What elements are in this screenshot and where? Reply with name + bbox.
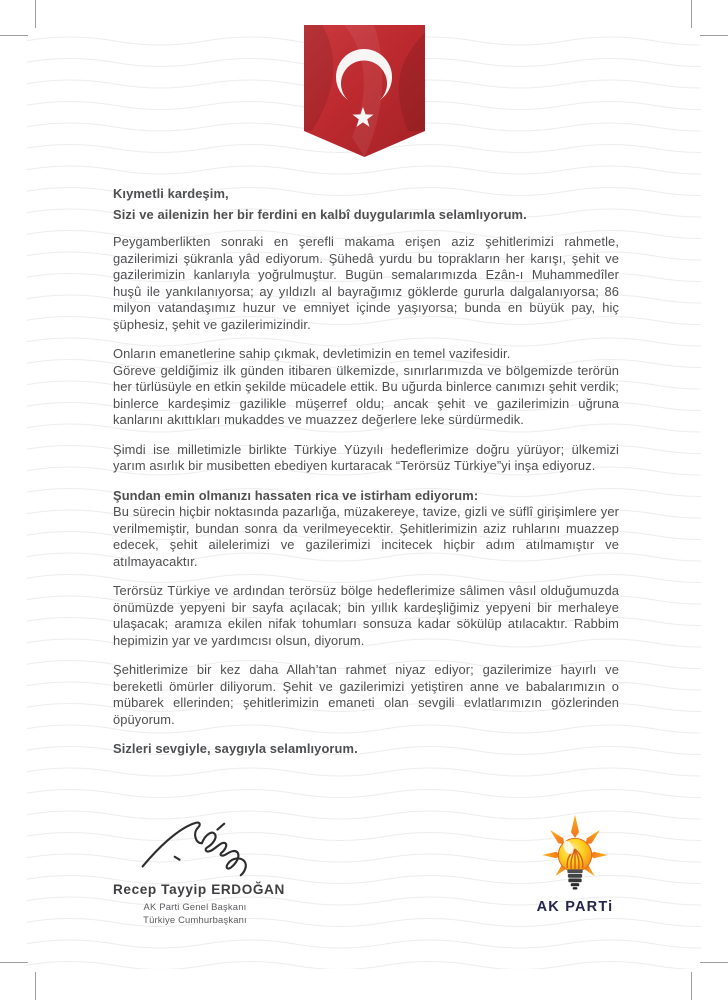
closing-line: Sizleri sevgiyle, saygıyla selamlıyorum. — [113, 741, 358, 756]
crop-mark — [691, 0, 692, 28]
ak-parti-logo-block — [520, 813, 630, 915]
crop-mark — [700, 35, 728, 36]
paragraph-4-heading: Şundan emin olmanızı hassaten rica ve istirham ediyorum: — [113, 487, 479, 503]
crop-mark — [0, 35, 28, 36]
crop-mark — [691, 972, 692, 1000]
paragraph-2 — [113, 346, 619, 429]
signatory-titles — [110, 901, 280, 926]
signatory-name: Recep Tayyip ERDOĞAN — [113, 882, 285, 897]
turkish-flag-banner-icon — [304, 25, 425, 157]
crop-mark — [0, 962, 28, 963]
letter-body — [113, 184, 619, 771]
greeting-line-1: Kıymetli kardeşim, — [113, 186, 229, 201]
ak-parti-wordmark: AK PARTi — [536, 899, 614, 915]
paragraph-2-rest: Göreve geldiğimiz ilk günden itibaren ülkemizde, sınırlarımızda ve bölgemizde terörün her türlüsüyle en etkin şekilde mücadele ettik. Bu uğurda binlerce canımızı şehit verdik; binlerce kardeşimiz gazilikle müşerref oldu; ancak şehit ve gazilerimizin uğruna kanlarını akıttıkları mukaddes ve muazzez değerlere leke sürdürmedik. — [113, 362, 619, 427]
handwritten-signature-icon — [138, 814, 258, 882]
paragraph-4-body: Bu sürecin hiçbir noktasında pazarlığa, müzakereye, tavize, gizli ve süflî girişimlere yer verilmemiştir, bundan sonra da verilmeyecektir. Şehitlerimizin aziz ruhlarını muazzep edecek, şehit ailelerimizi ve gazilerimizi incitecek hiçbir adım atılmamıştır ve atılmayacaktır. — [113, 504, 619, 569]
paragraph-4 — [113, 488, 619, 571]
crop-mark — [35, 972, 36, 1000]
crop-mark — [700, 962, 728, 963]
ak-parti-lightbulb-icon — [527, 813, 623, 897]
paragraph-2-lead: Onların emanetlerine sahip çıkmak, devletimizin en temel vazifesidir. — [113, 346, 511, 361]
paragraph-5: Terörsüz Türkiye ve ardından terörsüz bölge hedeflerimize sâlimen vâsıl olduğumuzda önümüzde yepyeni bir sayfa açılacak; bin yıllık kardeşliğimiz yepyeni bir merhaleye ulaşacak; aramıza ekilen nifak tohumları sonsuza kadar sökülüp atılacaktır. Rabbim hepimizin yar ve yardımcısı olsun, diyorum. — [113, 583, 619, 648]
paragraph-3: Şimdi ise milletimizle birlikte Türkiye Yüzyılı hedeflerimize doğru yürüyor; ülkemizi yarım asırlık bir musibetten ebediyen kurtaracak “Terörsüz Türkiye”yi inşa ediyoruz. — [113, 441, 619, 473]
paragraph-1: Peygamberlikten sonraki en şerefli makama erişen aziz şehitlerimizi rahmetle, gazilerimizi şükranla yâd ediyorum. Şühedâ yurdu bu toprakların her karışı, şehit ve gazilerimizin kanlarıyla yoğrulmuştur. Bugün semalarımızda Ezân-ı Muhammedîler huşû ile yankılanıyorsa; ay yıldızlı al bayrağımız göklerde gururla dalgalanıyorsa; 86 milyon vatandaşımız huzur ve emniyet içinde yaşıyorsa; bunda en büyük pay, hiç şüphesiz, şehit ve gazilerimizindir. — [113, 234, 619, 332]
paragraph-6: Şehitlerimize bir kez daha Allah’tan rahmet niyaz ediyor; gazilerimize hayırlı ve bereketli ömürler diliyorum. Şehit ve gazilerimizi yetiştiren anne ve babalarımızın o mübarek ellerinden; şehitlerimizin emaneti olan sevgili evlatlarımızın gözlerinden öpüyorum. — [113, 662, 619, 727]
crop-mark — [35, 0, 36, 28]
signatory-title-president: Türkiye Cumhurbaşkanı — [143, 913, 247, 925]
greeting — [113, 184, 619, 225]
greeting-line-2: Sizi ve ailenizin her bir ferdini en kalbî duygularımla selamlıyorum. — [113, 206, 527, 222]
signatory-title-party: AK Parti Genel Başkanı — [143, 901, 247, 912]
